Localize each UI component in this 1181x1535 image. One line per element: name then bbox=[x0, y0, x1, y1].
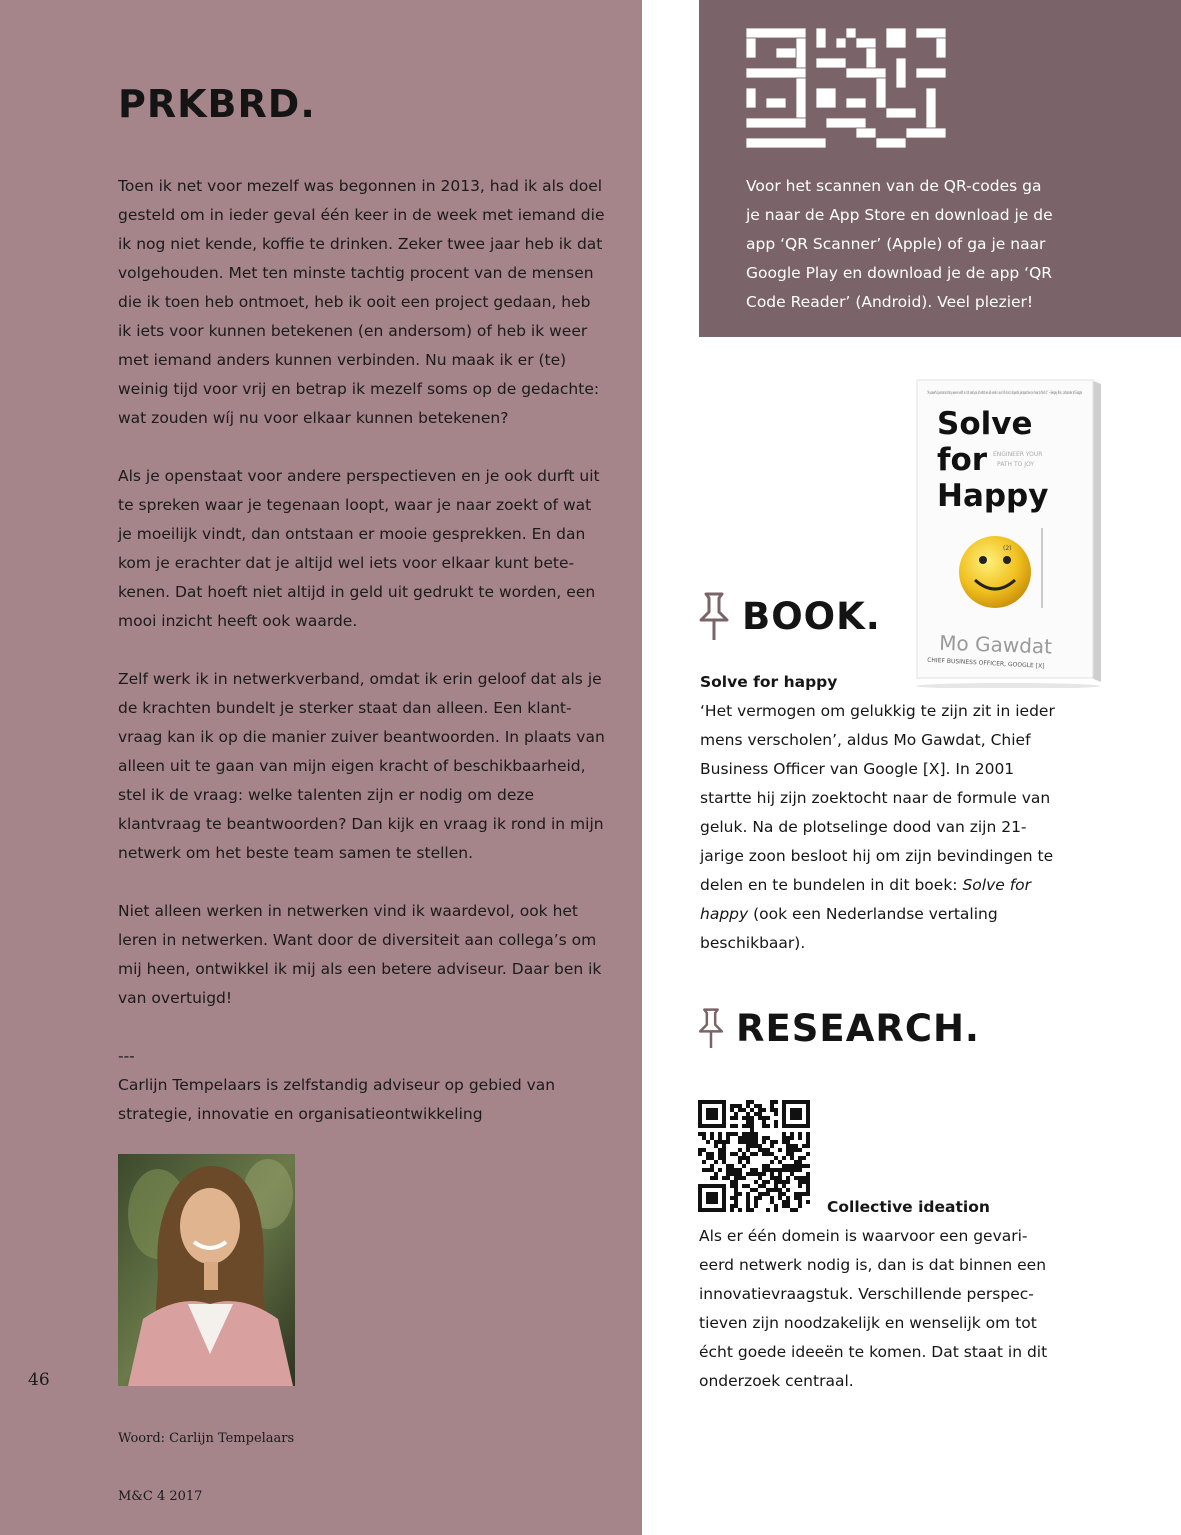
qr-instructions: Voor het scannen van de QR-codes ga je naar de App Store en download je de app ‘QR Scanner’ (Apple) of ga je naar Google Play en download je de app ‘QR Code Reader’ (Android). Veel plezier! bbox=[746, 177, 1053, 311]
research-description: Als er één domein is waarvoor een gevari-eerd netwerk nodig is, dan is dat binnen een innovatievraagstuk. Verschillende perspec-tieven zijn noodzakelijk en wenselijk om tot écht goede ideeën te komen. Dat staat in dit onderzoek centraal. bbox=[699, 1227, 1048, 1390]
paragraph-2: Als je openstaat voor andere perspectieven en je ook durft uit te spreken waar je tegenaan loopt, waar je naar zoekt of wat je moeilijk vindt, dan ontstaan er mooie gesprekken. En dan kom je erachter dat je altijd wel iets voor elkaar kunt bete-kenen. Dat hoeft niet altijd in geld uit gedrukt te worden, een mooi inzicht heeft ook waarde. bbox=[118, 467, 600, 630]
author-photo bbox=[118, 1154, 295, 1386]
qr-info-box bbox=[699, 0, 1181, 337]
page-number: 46 bbox=[28, 1370, 50, 1390]
research-qr-code[interactable] bbox=[698, 1100, 810, 1212]
author-bio: Carlijn Tempelaars is zelfstandig adviseur op gebied van strategie, innovatie en organisatieontwikkeling bbox=[118, 1076, 556, 1123]
svg-text:(2): (2) bbox=[1003, 545, 1012, 552]
page-title: PRKBRD. bbox=[118, 82, 316, 126]
paragraph-3: Zelf werk ik in netwerkverband, omdat ik erin geloof dat als je de krachten bundelt je sterker staat dan alleen. Een klant-vraag kan ik op die manier zuiver beantwoorden. In plaats van alleen uit te gaan van mijn eigen kracht of beschikbaarheid, stel ik de vraag: welke talenten zijn er nodig om deze klantvraag te beantwoorden? Dan kijk en vraag ik rond in mijn netwerk om het beste team samen te stellen. bbox=[118, 670, 605, 862]
book-text-after: (ook een Nederlandse vertaling beschikbaar). bbox=[700, 905, 998, 952]
research-title: Collective ideation bbox=[827, 1198, 990, 1216]
cover-subtitle-line2: PATH TO JOY bbox=[997, 461, 1035, 468]
pushpin-icon bbox=[696, 590, 732, 642]
paragraph-4: Niet alleen werken in netwerken vind ik waardevol, ook het leren in netwerken. Want door de diversiteit aan collega’s om mij heen, ontwikkel ik mij als een betere adviseur. Daar ben ik van overtuigd! bbox=[118, 902, 602, 1007]
cover-title-line3: Happy bbox=[937, 478, 1049, 514]
cover-author-role: CHIEF BUSINESS OFFICER, GOOGLE [X] bbox=[927, 656, 1045, 670]
research-heading-text: RESEARCH. bbox=[736, 1006, 980, 1050]
article-body bbox=[118, 172, 608, 1158]
book-heading-text: BOOK. bbox=[742, 594, 881, 638]
cover-author: Mo Gawdat bbox=[938, 630, 1053, 659]
book-title: Solve for happy bbox=[700, 673, 838, 691]
paragraph-1: Toen ik net voor mezelf was begonnen in 2013, had ik als doel gesteld om in ieder geval één keer in de week met iemand die ik nog niet kende, koffie te drinken. Zeker twee jaar heb ik dat volgehouden. Met ten minste tachtig procent van de mensen die ik toen heb ontmoet, heb ik ooit een project gedaan, heb ik iets voor kunnen betekenen (en andersom) of heb ik weer met iemand anders kunnen verbinden. Nu maak ik er (te) weinig tijd voor vrij en betrap ik mezelf soms op de gedachte: wat zouden wíj nu voor elkaar kunnen betekenen? bbox=[118, 177, 605, 427]
cover-subtitle-line1: ENGINEER YOUR bbox=[993, 451, 1043, 458]
cover-quote: “A powerful personal story woven with a rich analysis of what we all seek in our life and a hopeful perspective on how to find it.” —Sergey Brin, cofounder of Google bbox=[927, 390, 1083, 395]
book-cover-image bbox=[915, 376, 1101, 688]
research-heading bbox=[696, 1002, 980, 1054]
issue-label: M&C 4 2017 bbox=[118, 1489, 203, 1504]
book-heading bbox=[696, 590, 881, 642]
separator-dashes: --- bbox=[118, 1047, 135, 1065]
pushpin-icon bbox=[696, 1002, 726, 1054]
book-description bbox=[700, 697, 1070, 958]
cover-title-line1: Solve bbox=[937, 406, 1033, 442]
cover-title-line2: for bbox=[937, 442, 988, 478]
qr-code-icon bbox=[746, 28, 946, 148]
book-text-italic: Solve for happy bbox=[700, 876, 1032, 923]
author-credit: Woord: Carlijn Tempelaars bbox=[118, 1431, 295, 1446]
book-text-before: ‘Het vermogen om gelukkig te zijn zit in ieder mens verscholen’, aldus Mo Gawdat, Chief Business Officer van Google [X]. In 2001 startte hij zijn zoektocht naar de formule van geluk. Na de plotselinge dood van zijn 21-jarige zoon besloot hij om zijn bevindingen te delen en te bundelen in dit boek: bbox=[700, 702, 1055, 894]
